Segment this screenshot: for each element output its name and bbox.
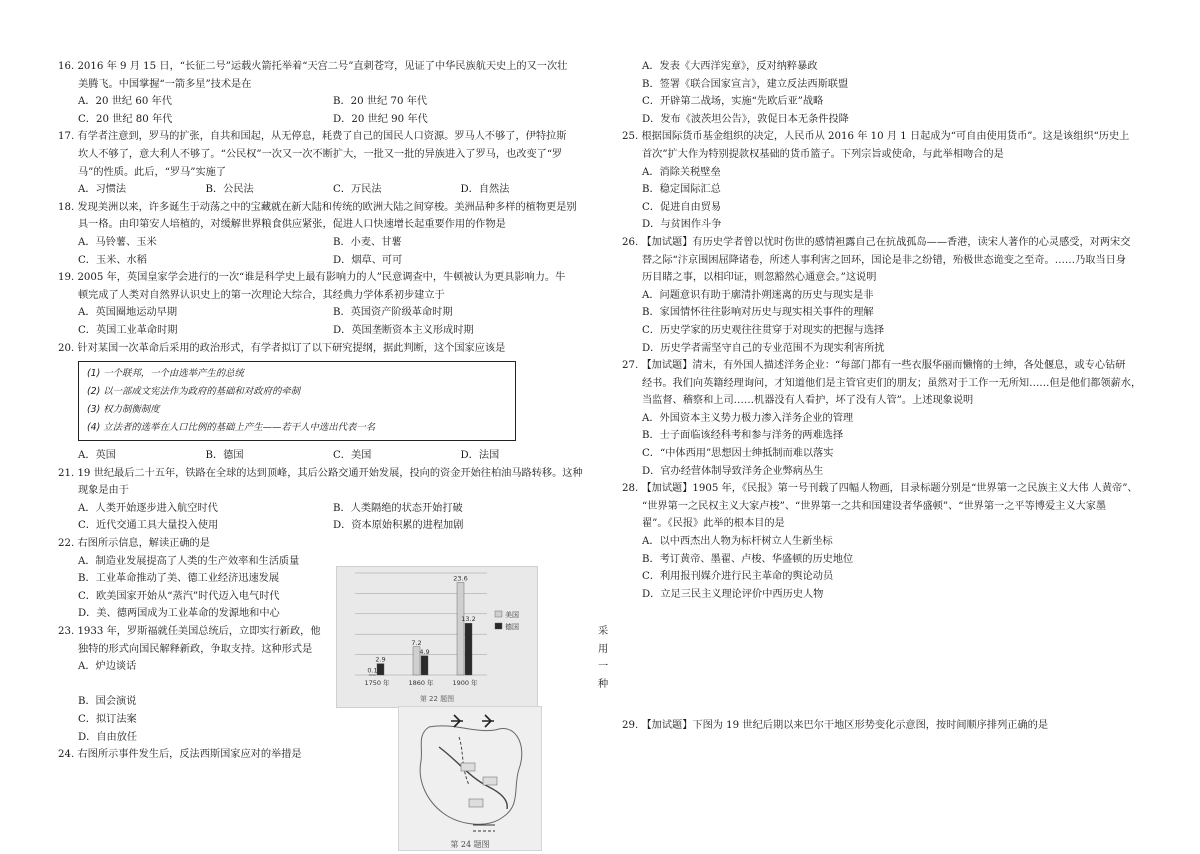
q24-line1: 24. 右图所示事件发生后，反法西斯国家应对的举措是	[58, 749, 302, 761]
chart-legend	[495, 610, 519, 631]
q26-options	[622, 287, 1162, 357]
q28-option-c[interactable]: C．利用报刊媒介进行民主革命的舆论动员	[642, 571, 834, 583]
chart-data-label: 0.1	[367, 666, 378, 675]
q20-option-d[interactable]: D．法国	[460, 450, 500, 462]
plane-icon	[482, 715, 494, 727]
q16-options	[58, 93, 588, 128]
q25-option-a[interactable]: A．消除关税壁垒	[642, 166, 721, 178]
question-16	[58, 58, 588, 128]
chart-data-label: 4.9	[419, 647, 430, 656]
q26-option-b[interactable]: B．家国情怀往往影响对历史与现实相关事件的理解	[642, 307, 874, 319]
chart-title: 第 22 题图	[419, 695, 455, 703]
q17-option-d[interactable]: D．自然法	[460, 184, 510, 196]
figure-24-map	[398, 706, 542, 851]
q26-line1: 26. 【加试题】有历史学者曾以忧时伤世的感情袒露自己在抗战孤岛——香港，读宋人著作的心灵感受，对两宋交	[622, 236, 1131, 248]
right-column	[622, 58, 1162, 735]
q28-option-b[interactable]: B．考订黄帝、墨翟、卢梭、华盛顿的历史地位	[642, 553, 854, 565]
q17-line2: 坎人不够了，意大利人不够了。“公民权”一次又一次不断扩大，一批又一批的异族进入了罗马，也改变了“罗	[78, 148, 563, 160]
q25-options	[622, 164, 1162, 234]
q21-option-b[interactable]: B．人类隔绝的状态开始打破	[333, 502, 463, 514]
q21-option-a[interactable]: A．人类开始逐步进入航空时代	[78, 502, 218, 514]
question-18	[58, 199, 588, 269]
q23-line1-tail: 采用一种	[598, 626, 609, 690]
q18-option-b[interactable]: B．小麦、甘薯	[333, 236, 402, 248]
q27-line2: 经书。我们向英籍经理询问，才知道他们是主管官吏们的朋友；虽然对于工作一无所知……但是他们都领薪水，	[642, 377, 1142, 389]
q20-option-b[interactable]: B．德国	[205, 450, 244, 462]
q28-options	[622, 533, 1162, 603]
q27-option-d[interactable]: D．官办经营体制导致洋务企业弊病丛生	[642, 465, 824, 477]
q17-line1: 17. 有学者注意到，罗马的扩张，自共和国起，从无停息，耗费了自己的国民人口资源。罗马人不够了，伊特拉斯	[58, 131, 567, 143]
plane-icon	[451, 715, 463, 727]
q25-option-b[interactable]: B．稳定国际汇总	[642, 184, 721, 196]
q18-line2: 具一格。由印第安人培植的，对缓解世界粮食供应紧张，促进人口快速增长起重要作用的作物是	[78, 219, 506, 231]
q23-option-c[interactable]: C．拟订法案	[78, 714, 137, 725]
q17-line3: 马”的性质。此后，“罗马”实施了	[78, 166, 227, 178]
q20-outline-item: (2) 以一部成文宪法作为政府的基础和对政府的牵制	[87, 386, 301, 398]
chart-data-label: 13.2	[461, 615, 476, 624]
q25-line1: 25. 根据国际货币基金组织的决定，人民币从 2016 年 10 月 1 日起成为“可自由使用货币”。这是该组织“历史上	[622, 131, 1130, 143]
map-arrow-route	[459, 737, 469, 785]
question-28	[622, 480, 1162, 603]
q24-option-a[interactable]: A．发表《大西洋宪章》，反对纳粹暴政	[642, 61, 818, 72]
q18-option-d[interactable]: D．烟草、可可	[333, 254, 403, 266]
q17-options	[58, 181, 588, 199]
q27-options	[622, 410, 1162, 480]
q22-line1: 22. 右图所示信息，解读正确的是	[58, 538, 210, 550]
q20-line1: 20. 针对某国一次革命后采用的政治形式，有学者拟订了以下研究提纲，据此判断，这个国家应该是	[58, 342, 506, 354]
q21-option-c[interactable]: C．近代交通工具大量投入使用	[78, 520, 219, 532]
chart-x-tick: 1860 年	[408, 679, 434, 687]
q23-option-a[interactable]: A．炉边谈话	[78, 661, 137, 673]
q19-line1: 19. 2005 年，英国皇家学会进行的一次“谁是科学史上最有影响力的人”民意调查中，牛顿被认为更具影响力。牛	[58, 272, 566, 284]
q28-option-d[interactable]: D．立足三民主义理论评价中西历史人物	[642, 588, 824, 600]
q20-option-c[interactable]: C．美国	[333, 450, 372, 462]
question-17	[58, 128, 588, 198]
q19-option-d[interactable]: D．英国垄断资本主义形成时期	[333, 324, 474, 336]
chart-x-tick: 1900 年	[452, 679, 478, 687]
q17-option-b[interactable]: B．公民法	[205, 184, 254, 196]
q22-options	[58, 553, 353, 623]
q23-line1: 23. 1933 年，罗斯福就任美国总统后，立即实行新政，他	[58, 626, 321, 638]
figure-24-caption: 第 24 题图	[450, 840, 490, 849]
question-19	[58, 269, 588, 339]
q22-option-b[interactable]: B．工业革命推动了美、德工业经济迅速发展	[78, 573, 280, 585]
chart-data-label: 2.9	[375, 655, 386, 664]
q23-option-b[interactable]: B．国会演说	[78, 696, 137, 708]
q28-line1: 28. 【加试题】1905 年，《民报》第一号刊载了四幅人物画，目录标题分别是“世界第一之民族主义大伟 人黄帝”、	[622, 483, 1138, 495]
q20-outline-box	[78, 361, 516, 441]
q28-option-a[interactable]: A．以中西杰出人物为标杆树立人生新坐标	[642, 536, 833, 548]
q26-option-d[interactable]: D．历史学者需坚守自己的专业范围不为现实利害所扰	[642, 342, 885, 354]
q16-line1: 16. 2016 年 9 月 15 日，“长征二号”运载火箭托举着“天宫二号”直刺苍穹，见证了中华民族航天史上的又一次壮	[58, 61, 568, 72]
q16-line2: 美腾飞。中国掌握“一箭多星”技术是在	[78, 78, 252, 90]
q16-option-d[interactable]: D．20 世纪 90 年代	[333, 113, 428, 125]
q16-option-a[interactable]: A．20 世纪 60 年代	[78, 96, 172, 108]
q27-option-a[interactable]: A．外国资本主义势力极力渗入洋务企业的管理	[642, 412, 854, 424]
q27-line1: 27. 【加试题】清末，有外国人描述洋务企业：“每部门都有一些衣服华丽而懒惰的士绅，各处偃息，或专心钻研	[622, 360, 1126, 372]
q19-option-a[interactable]: A．英国圈地运动早期	[78, 307, 178, 319]
q22-option-d[interactable]: D．美、德两国成为工业革命的发源地和中心	[78, 608, 280, 620]
figure-22-svg	[337, 567, 537, 707]
chart-data-label: 23.6	[453, 574, 468, 583]
q22-option-c[interactable]: C．欧美国家开始从“蒸汽”时代迈入电气时代	[78, 590, 280, 602]
chart-legend-swatch	[495, 623, 502, 629]
chart-data-label: 7.2	[411, 638, 422, 647]
q24-option-b[interactable]: B．签署《联合国家宣言》，建立反法西斯联盟	[642, 78, 849, 90]
q19-option-c[interactable]: C．英国工业革命时期	[78, 324, 178, 336]
chart-legend-label: 德国	[505, 623, 519, 631]
map-label-box	[483, 777, 497, 785]
chart-x-ticks	[364, 678, 478, 687]
q27-option-c[interactable]: C．“中体西用”思想因士绅抵制而难以落实	[642, 448, 834, 460]
q26-line3: 历目睹之事，以相印证，则忽豁然心通意会。”这说明	[642, 272, 877, 284]
q23-line2: 独特的形式向国民解释新政，争取支持。这种形式是	[78, 643, 313, 655]
q25-option-c[interactable]: C．促进自由贸易	[642, 201, 722, 213]
q25-option-d[interactable]: D．与贫困作斗争	[642, 219, 722, 231]
q19-option-b[interactable]: B．英国资产阶级革命时期	[333, 307, 453, 319]
chart-legend-label: 美国	[505, 611, 519, 619]
q27-option-b[interactable]: B．士子面临该经科考和参与洋务的两难选择	[642, 430, 844, 442]
q20-outline-item: (4) 立法者的选举在人口比例的基础上产生——若干人中选出代表一名	[87, 422, 376, 434]
q21-line1: 21. 19 世纪最后二十五年，铁路在全球的达到顶峰，其后公路交通开始发展，投向的资金开始往柏油马路转移。这种	[58, 467, 583, 479]
map-label-box	[461, 763, 475, 771]
q18-option-c[interactable]: C．玉米、水稻	[78, 254, 147, 266]
q20-outline-item: (3) 权力制衡制度	[87, 404, 160, 416]
q20-options	[58, 447, 588, 465]
figure-24-svg	[399, 707, 541, 850]
question-21	[58, 465, 588, 535]
q20-outline-item: (1) 一个联邦，一个由选举产生的总统	[87, 368, 244, 380]
q25-line2: 首次”扩大作为特别提款权基础的货币篮子。下列宗旨或使命，与此举相吻合的是	[642, 148, 1004, 160]
blank-space	[622, 603, 1162, 717]
question-27	[622, 357, 1162, 480]
chart-bar	[465, 623, 472, 675]
q21-line2: 现象是由于	[78, 485, 129, 497]
q24-options	[622, 58, 1162, 128]
q26-line2: 替之际“汴京围困屈降诸卷，所述人事利害之回环，国论是非之纷错，殆极世态诡变之至奇。……乃取当日身	[642, 254, 1127, 266]
q19-line2: 顿完成了人类对自然界认识史上的第一次理论大综合，其经典力学体系初步建立于	[78, 289, 445, 301]
q21-options	[58, 500, 588, 535]
q17-option-a[interactable]: A．习惯法	[78, 184, 127, 196]
question-25	[622, 128, 1162, 234]
q28-line3: 翟”。《民报》此举的根本目的是	[642, 518, 785, 530]
q20-option-a[interactable]: A．英国	[78, 450, 116, 462]
q28-line2: “世界第一之民权主义大家卢梭”、“世界第一之共和国建设者华盛顿”、“世界第一之平等博爱主义大家墨	[642, 500, 1107, 512]
q17-option-c[interactable]: C．万民法	[333, 184, 382, 196]
q22-option-a[interactable]: A．制造业发展提高了人类的生产效率和生活质量	[78, 555, 300, 567]
q18-option-a[interactable]: A．马铃薯、玉米	[78, 236, 157, 248]
question-20	[58, 340, 588, 465]
q16-option-c[interactable]: C．20 世纪 80 年代	[78, 113, 173, 125]
q29-line1: 29. 【加试题】下图为 19 世纪后期以来巴尔干地区形势变化示意图，按时间顺序排列正确的是	[622, 720, 1049, 732]
q24-option-d[interactable]: D．发布《波茨坦公告》，敦促日本无条件投降	[642, 113, 849, 125]
q18-line1: 18. 发现美洲以来，许多诞生于动荡之中的宝藏就在新大陆和传统的欧洲大陆之间穿梭。美洲品种多样的植物更是别	[58, 201, 577, 213]
q26-option-a[interactable]: A．问题意识有助于廓清扑朔迷离的历史与现实是非	[642, 289, 874, 301]
q27-line3: 当监督、稽察和上司……机器没有人看护，坏了没有人管”。上述现象说明	[642, 395, 974, 407]
q23-option-d[interactable]: D．自由放任	[78, 731, 138, 743]
q21-option-d[interactable]: D．资本原始积累的进程加剧	[333, 520, 464, 532]
chart-x-tick: 1750 年	[364, 679, 390, 687]
question-24-options	[622, 58, 1162, 128]
chart-bar	[369, 675, 376, 676]
map-label-box	[469, 799, 483, 807]
q24-option-c[interactable]: C．开辟第二战场，实施“先欧后亚”战略	[642, 96, 824, 108]
figure-22-chart	[336, 566, 538, 708]
chart-bar	[377, 664, 384, 675]
chart-bar	[421, 656, 428, 675]
chart-bar	[457, 582, 464, 675]
q26-option-c[interactable]: C．历史学家的历史观往往贯穿于对现实的把握与选择	[642, 324, 885, 336]
question-26	[622, 234, 1162, 357]
q16-option-b[interactable]: B．20 世纪 70 年代	[333, 96, 428, 108]
chart-legend-swatch	[495, 611, 502, 617]
q19-options	[58, 304, 588, 339]
question-29	[622, 717, 1162, 735]
q18-options	[58, 234, 588, 269]
